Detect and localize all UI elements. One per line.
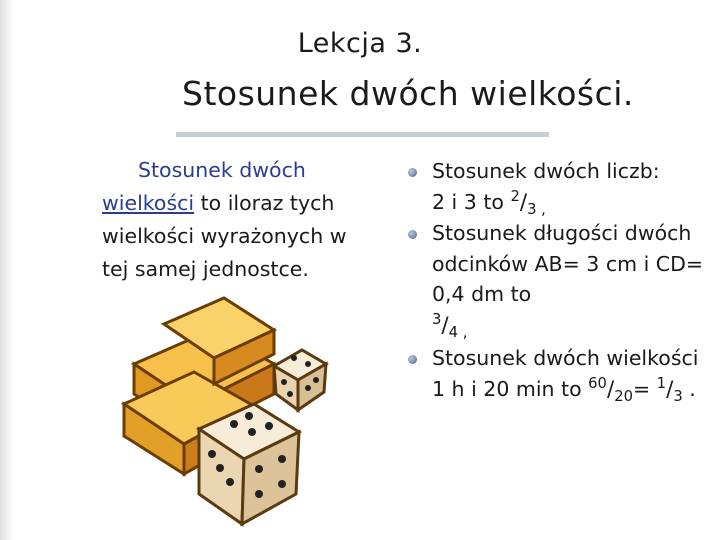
list-item xyxy=(408,156,718,218)
lesson-heading: Lekcja 3. xyxy=(297,28,423,59)
fraction-denominator: 20 xyxy=(614,387,633,405)
definition-term-part2: wielkości xyxy=(102,191,195,215)
definition-text xyxy=(102,154,362,286)
fraction-end: , xyxy=(458,323,468,341)
small-die-icon xyxy=(274,350,326,410)
bullet-3-text: Stosunek dwóch wielkości 1 h i 20 min to xyxy=(432,346,699,401)
list-item xyxy=(408,343,718,405)
fraction-numerator: 3 xyxy=(432,310,442,328)
fraction-denominator: 4 xyxy=(448,323,459,341)
slide-side-bar xyxy=(0,0,14,540)
bullet-2-text: Stosunek długości dwóch odcinków AB= 3 cm i CD= 0,4 dm to xyxy=(432,221,704,306)
title-divider xyxy=(176,132,549,137)
definition-term-part1: Stosunek dwóch xyxy=(138,158,306,182)
list-item xyxy=(408,218,718,341)
fraction-end: , xyxy=(536,200,546,218)
definition-body: to iloraz tych wielkości wyrażonych w tej samej jednostce. xyxy=(102,191,347,281)
gold-bars-and-dice-clipart xyxy=(104,294,344,530)
bullet-icon xyxy=(408,168,417,177)
fraction-numerator: 1 xyxy=(656,374,667,392)
sentence-end: . xyxy=(682,376,696,401)
fraction-denominator: 3 xyxy=(673,387,683,405)
equals-sign: = xyxy=(632,376,657,401)
fraction-slash: / xyxy=(606,376,615,402)
bullet-1-line1: Stosunek dwóch liczb: xyxy=(432,159,660,183)
slide-title: Stosunek dwóch wielkości. xyxy=(182,74,634,113)
fraction-numerator: 2 xyxy=(510,187,520,205)
fraction-numerator: 60 xyxy=(588,374,607,392)
examples-list xyxy=(408,156,718,405)
bullet-1-line2: 2 i 3 to xyxy=(432,189,511,214)
large-die-icon xyxy=(199,404,299,524)
fraction-slash: / xyxy=(441,312,449,338)
fraction-slash: / xyxy=(519,189,528,215)
fraction-denominator: 3 xyxy=(527,200,537,218)
fraction-slash: / xyxy=(666,376,674,402)
bullet-icon xyxy=(408,230,417,239)
bullet-icon xyxy=(408,355,417,364)
